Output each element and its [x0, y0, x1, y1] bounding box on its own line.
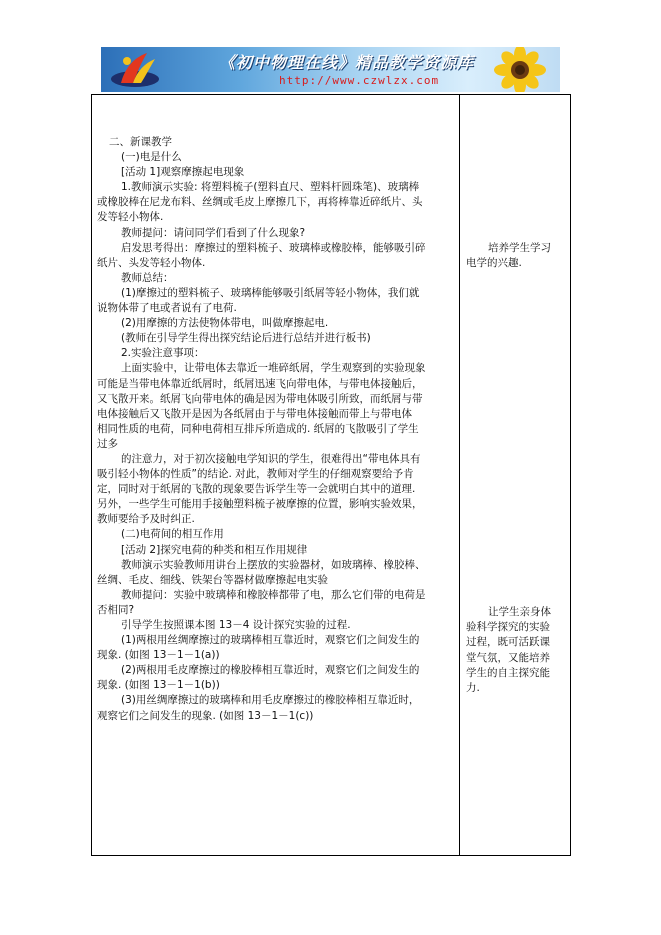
- content-line: 可能是当带电体靠近纸屑时，纸屑迅速飞向带电体，与带电体接触后，: [97, 377, 423, 390]
- content-line: 的注意力，对于初次接触电学知识的学生，很难得出“带电体具有: [121, 452, 421, 465]
- content-line: 教师要给予及时纠正.: [97, 513, 195, 526]
- content-line: [活动 1]观察摩擦起电现象: [121, 166, 245, 179]
- side-note-line: 力.: [466, 682, 480, 695]
- content-line: (2)用摩擦的方法使物体带电，叫做摩擦起电.: [121, 317, 329, 330]
- content-line: 2.实验注意事项：: [121, 347, 205, 360]
- content-line: 纸片、头发等轻小物体.: [97, 256, 206, 269]
- content-line: 教师提问：请问同学们看到了什么现象?: [121, 226, 306, 239]
- content-line: 现象. (如图 13－1－1(b)): [97, 679, 220, 692]
- content-line: 否相同?: [97, 603, 135, 616]
- content-line: 1.教师演示实验: 将塑料梳子(塑料直尺、塑料杆圆珠笔)、玻璃棒: [121, 181, 420, 194]
- content-line: 电体接触后又飞散开是因为各纸屑由于与带电体接触而带上与带电体: [97, 407, 412, 420]
- content-line: 上面实验中，让带电体去靠近一堆碎纸屑，学生观察到的实验现象: [121, 362, 426, 375]
- content-line: 定，同时对于纸屑的飞散的现象要告诉学生等一会就明白其中的道理.: [97, 483, 416, 496]
- sunflower-icon: [484, 47, 556, 92]
- content-line: 发等轻小物体.: [97, 211, 164, 224]
- content-line: 过多: [97, 437, 118, 450]
- column-divider: [459, 94, 460, 856]
- side-note-interest: [466, 241, 566, 271]
- content-line: 又飞散开来。纸屑飞向带电体的确是因为带电体吸引所致，而纸屑与带: [97, 392, 423, 405]
- side-note-line: 培养学生学习: [488, 242, 551, 254]
- content-line: 相同性质的电荷，同种电荷相互排斥所造成的. 纸屑的飞散吸引了学生: [97, 422, 419, 435]
- content-line: 或橡胶棒在尼龙布料、丝绸或毛皮上摩擦几下，再将棒靠近碎纸片、头: [97, 196, 423, 209]
- content-line: 说物体带了电或者说有了电荷.: [97, 302, 237, 315]
- content-line: (1)摩擦过的塑料梳子、玻璃棒能够吸引纸屑等轻小物体，我们就: [121, 286, 420, 299]
- side-note-line: 过程，既可活跃课: [466, 636, 550, 649]
- content-line: (一)电是什么: [121, 151, 182, 164]
- site-logo-icon: [107, 49, 163, 91]
- content-line: 教师演示实验教师用讲台上摆放的实验器材，如玻璃棒、橡胶棒、: [121, 558, 426, 571]
- side-note-line: 堂气氛，又能培养: [466, 651, 550, 664]
- content-line: (教师在引导学生得出探究结论后进行总结并进行板书): [121, 332, 371, 345]
- side-note-line: 电学的兴趣.: [466, 257, 522, 270]
- side-note-line: 验科学探究的实验: [466, 621, 550, 634]
- content-line: 另外，一些学生可能用手接触塑料梳子被摩擦的位置，影响实验效果，: [97, 498, 423, 511]
- header-banner: [101, 47, 560, 92]
- content-line: 二、新课教学: [109, 136, 172, 148]
- banner-title: 《初中物理在线》精品教学资源库: [219, 53, 475, 72]
- banner-url: http://www.czwlzx.com: [279, 74, 440, 87]
- content-line: [活动 2]探究电荷的种类和相互作用规律: [121, 543, 308, 556]
- content-line: (2)两根用毛皮摩擦过的橡胶棒相互靠近时，观察它们之间发生的: [121, 664, 420, 677]
- lesson-content: [97, 135, 457, 724]
- content-line: 教师总结：: [121, 271, 174, 284]
- content-line: 现象. (如图 13－1－1(a)): [97, 649, 220, 662]
- content-line: 引导学生按照课本图 13－4 设计探究实验的过程.: [121, 619, 351, 631]
- content-line: 启发思考得出：摩擦过的塑料梳子、玻璃棒或橡胶棒，能够吸引碎: [121, 241, 426, 254]
- side-note-inquiry: [466, 605, 566, 696]
- content-line: (3)用丝绸摩擦过的玻璃棒和用毛皮摩擦过的橡胶棒相互靠近时，: [121, 694, 420, 707]
- side-note-line: 学生的自主探究能: [466, 666, 550, 679]
- side-note-line: 让学生亲身体: [488, 606, 551, 618]
- content-line: (1)两根用丝绸摩擦过的玻璃棒相互靠近时，观察它们之间发生的: [121, 634, 420, 647]
- content-line: 吸引轻小物体的性质”的结论. 对此，教师对学生的仔细观察要给予肯: [97, 468, 414, 481]
- content-line: 观察它们之间发生的现象. (如图 13－1－1(c)): [97, 709, 314, 722]
- content-line: 教师提问：实验中玻璃棒和橡胶棒都带了电，那么它们带的电荷是: [121, 588, 426, 601]
- content-line: (二)电荷间的相互作用: [121, 528, 224, 541]
- content-line: 丝绸、毛皮、细线、铁架台等器材做摩擦起电实验: [97, 573, 328, 586]
